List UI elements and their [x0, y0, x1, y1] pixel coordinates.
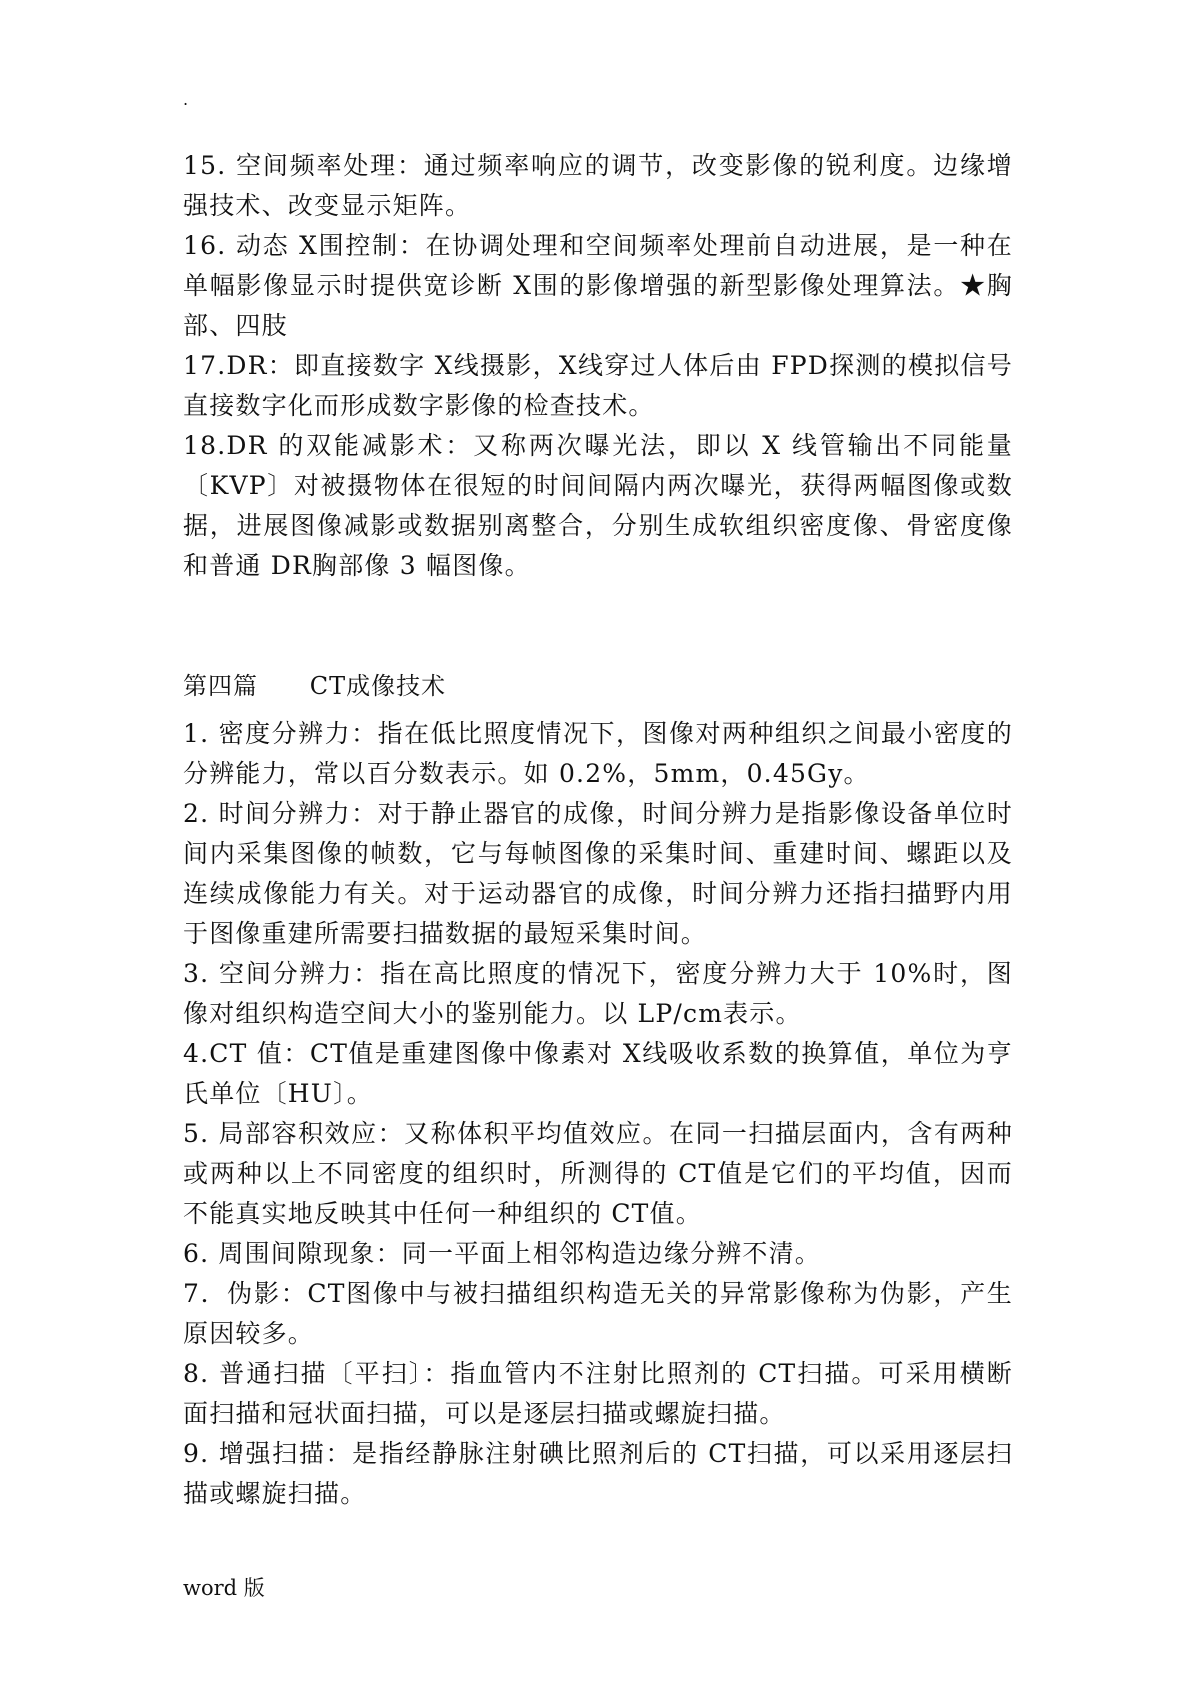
paragraph-7-artifact: 7．伪影：CT图像中与被扫描组织构造无关的异常影像称为伪影，产生原因较多。: [183, 1279, 1013, 1348]
paragraph-16-dynamic-range: 16. 动态 X围控制：在协调处理和空间频率处理前自动进展，是一种在单幅影像显示时提供宽诊断 X围的影像增强的新型影像处理算法。★胸部、四肢: [183, 231, 1013, 340]
header-mark: .: [183, 90, 189, 109]
paragraph-17-dr: 17.DR：即直接数字 X线摄影，X线穿过人体后由 FPD探测的模拟信号直接数字化而形成数字影像的检查技术。: [183, 351, 1013, 420]
paragraph-15-spatial-frequency: 15. 空间频率处理：通过频率响应的调节，改变影像的锐利度。边缘增强技术、改变显示矩阵。: [183, 151, 1013, 220]
document-body: [183, 146, 1013, 1514]
paragraph-1-density-resolution: 1. 密度分辨力：指在低比照度情况下，图像对两种组织之间最小密度的分辨能力，常以百分数表示。如 0.2%，5mm，0.45Gy。: [183, 719, 1013, 788]
footer-label: word 版: [183, 1576, 265, 1600]
paragraph-9-enhanced-scan: 9. 增强扫描：是指经静脉注射碘比照剂后的 CT扫描，可以采用逐层扫描或螺旋扫描。: [183, 1439, 1013, 1508]
section-title: 第四篇 CT成像技术: [183, 672, 447, 700]
paragraph-3-spatial-resolution: 3. 空间分辨力：指在高比照度的情况下，密度分辨力大于 10%时，图像对组织构造空间大小的鉴别能力。以 LP/cm表示。: [183, 959, 1013, 1028]
paragraph-2-temporal-resolution: 2. 时间分辨力：对于静止器官的成像，时间分辨力是指影像设备单位时间内采集图像的帧数，它与每帧图像的采集时间、重建时间、螺距以及连续成像能力有关。对于运动器官的成像，时间分辨力还指扫描野内用于图像重建所需要扫描数据的最短采集时间。: [183, 799, 1013, 948]
paragraph-5-partial-volume: 5. 局部容积效应：又称体积平均值效应。在同一扫描层面内，含有两种或两种以上不同密度的组织时，所测得的 CT值是它们的平均值，因而不能真实地反映其中任何一种组织的 CT值。: [183, 1119, 1013, 1228]
paragraph-8-plain-scan: 8. 普通扫描〔平扫〕：指血管内不注射比照剂的 CT扫描。可采用横断面扫描和冠状面扫描，可以是逐层扫描或螺旋扫描。: [183, 1359, 1013, 1428]
paragraph-18-dual-energy: 18.DR 的双能减影术：又称两次曝光法，即以 X 线管输出不同能量〔KVP〕对被摄物体在很短的时间间隔内两次曝光，获得两幅图像或数据，进展图像减影或数据别离整合，分别生成软组织密度像、骨密度像和普通 DR胸部像 3 幅图像。: [183, 431, 1013, 580]
paragraph-6-peripheral-gap: 6. 周围间隙现象：同一平面上相邻构造边缘分辨不清。: [183, 1239, 822, 1268]
paragraph-4-ct-value: 4.CT 值：CT值是重建图像中像素对 X线吸收系数的换算值，单位为亨氏单位〔HU〕。: [183, 1039, 1013, 1108]
